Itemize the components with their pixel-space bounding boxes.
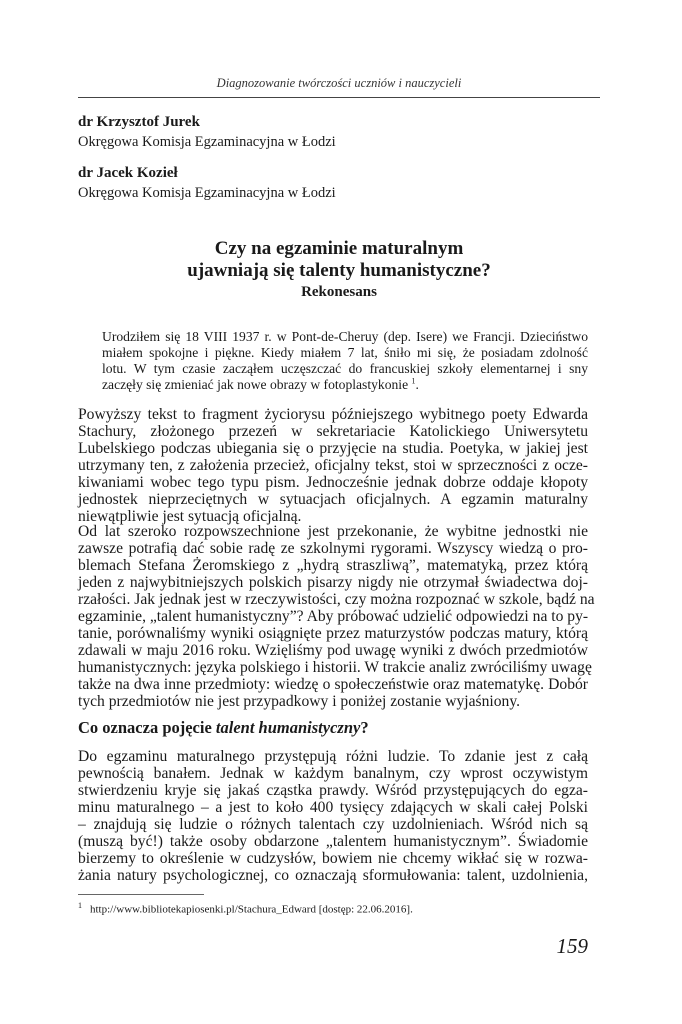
quote-line: miałem spokojne i piękne. Kiedy miałem 7 lat, śniło mi się, że posiadam zdolność bbox=[102, 345, 588, 360]
section-heading-term: talent humanistyczny bbox=[215, 718, 361, 737]
article-title bbox=[78, 238, 600, 302]
subtitle: Rekonesans bbox=[301, 284, 377, 300]
running-head: Diagnozowanie twórczości uczniów i nauczycieli bbox=[216, 76, 462, 90]
footnote-number: 1 bbox=[78, 901, 82, 910]
paragraph-line: utrzymany ten, z założenia przecież, oficjalny tekst, stoi w sprzeczności z ocze- bbox=[78, 457, 588, 474]
paragraph-line: kiwaniami wobec tego typu pism. Jednocześnie jednak dobrze oddaje kłopoty bbox=[78, 474, 588, 491]
epigraph-quote bbox=[102, 329, 588, 393]
page-number: 159 bbox=[556, 934, 588, 958]
paragraph-line: rzałości. Jak jednak jest w rzeczywistości, czy można rozpoznać w szkole, bądź na bbox=[78, 591, 595, 608]
paragraph-line: humanistycznych: języka polskiego i historii. W trakcie analiz zwróciliśmy uwagę bbox=[78, 659, 592, 676]
paragraph-line: Stachury, złożonego przezeń w sekretariacie Katolickiego Uniwersytetu bbox=[78, 423, 588, 440]
paragraph-1 bbox=[78, 406, 588, 525]
header-rule bbox=[78, 97, 600, 98]
paragraph-line: Do egzaminu maturalnego przystępują różni ludzie. To zdanie jest z całą bbox=[78, 748, 588, 765]
paragraph-line: Lubelskiego podczas ubiegania się o przyjęcie na studia. Poetyka, w jakiej jest bbox=[78, 440, 588, 457]
title-line-1: Czy na egzaminie maturalnym bbox=[214, 238, 464, 259]
quote-line-text: zaczęły się zmieniać jak nowe obrazy w fotoplastykonie bbox=[102, 377, 409, 392]
footnote bbox=[78, 899, 600, 917]
author-name: dr Jacek Kozieł bbox=[78, 165, 178, 181]
author-name: dr Krzysztof Jurek bbox=[78, 114, 200, 130]
section-heading-end: ? bbox=[360, 718, 369, 737]
quote-line-last bbox=[102, 377, 588, 393]
paragraph-line: zdawali w maju 2016 roku. Wzięliśmy pod uwagę wyniki z dwóch przedmiotów bbox=[78, 642, 588, 659]
footnote-rule bbox=[78, 894, 204, 895]
title-line-2: ujawniają się talenty humanistyczne? bbox=[187, 260, 491, 281]
paragraph-line: tych przedmiotów nie jest przypadkowy i poniżej zostanie wyjaśniony. bbox=[78, 693, 521, 710]
paragraph-line: minu maturalnego – a jest to koło 400 tysięcy zdających w skali całej Polski bbox=[78, 799, 588, 816]
paragraph-line: także na dwa inne przedmioty: wiedzę o społeczeństwie oraz matematykę. Dobór bbox=[78, 676, 588, 693]
paragraph-line: zawsze potrafią dać sobie radę ze szkolnymi rygorami. Wszyscy wiedzą o pro- bbox=[78, 540, 588, 557]
author-2 bbox=[78, 163, 600, 203]
paragraph-line: – znajdują się ludzie o różnych talentach czy uzdolnieniach. Wśród nich są bbox=[78, 816, 588, 833]
paragraph-line: niewątpliwie jest sytuacją oficjalną. bbox=[78, 508, 302, 525]
quote-end: . bbox=[415, 377, 419, 392]
paragraph-line: Od lat szeroko rozpowszechnione jest przekonanie, że wybitne jednostki nie bbox=[78, 523, 588, 540]
paragraph-line: bierzemy to określenie w cudzysłów, bowiem nie chcemy wikłać się w rozwa- bbox=[78, 850, 588, 867]
paragraph-2 bbox=[78, 523, 595, 710]
author-affiliation: Okręgowa Komisja Egzaminacyjna w Łodzi bbox=[78, 185, 336, 201]
paragraph-3 bbox=[78, 748, 588, 884]
paragraph-line: (muszą być!) także osoby obdarzone „talentem humanistycznym”. Świadomie bbox=[78, 833, 588, 850]
paragraph-line: jeden z najwybitniejszych polskich pisarzy nigdy nie otrzymał świadectwa doj- bbox=[78, 574, 588, 591]
paragraph-line: żania natury psychologicznej, co oznaczają sformułowania: talent, uzdolnienia, bbox=[78, 867, 588, 884]
paragraph-line: egzaminie, „talent humanistyczny”? Aby próbować udzielić odpowiedzi na to py- bbox=[78, 608, 589, 625]
paragraph-line: blemach Stefana Żeromskiego z „hydrą straszliwą”, matematyką, przez którą bbox=[78, 557, 588, 574]
section-heading bbox=[78, 718, 600, 738]
paragraph-line: stwierdzeniu kryje się jakaś cząstka prawdy. Wśród przystępujących do egza- bbox=[78, 782, 588, 799]
paragraph-line: Powyższy tekst to fragment życiorysu późniejszego wybitnego poety Edwarda bbox=[78, 406, 588, 423]
footnote-link[interactable]: http://www.bibliotekapiosenki.pl/Stachura_Edward [dostęp: 22.06.2016]. bbox=[90, 903, 413, 916]
author-affiliation: Okręgowa Komisja Egzaminacyjna w Łodzi bbox=[78, 134, 336, 150]
paragraph-line: jednostek nieprzeciętnych w sytuacjach oficjalnych. A egzamin maturalny bbox=[78, 491, 588, 508]
footnote-ref[interactable]: 1 bbox=[411, 376, 416, 386]
paragraph-line: tanie, porównaliśmy wyniki osiągnięte przez maturzystów podczas matury, którą bbox=[78, 625, 588, 642]
quote-line: lotu. W tym czasie zacząłem uczęszczać do francuskiej szkoły elementarnej i sny bbox=[102, 361, 588, 376]
quote-line: Urodziłem się 18 VIII 1937 r. w Pont-de-Cheruy (dep. Isere) we Francji. Dzieciństwo bbox=[102, 329, 588, 344]
paragraph-line: pewnością banałem. Jednak w każdym banalnym, czy wprost oczywistym bbox=[78, 765, 588, 782]
author-1 bbox=[78, 112, 600, 152]
section-heading-text: Co oznacza pojęcie bbox=[78, 718, 216, 737]
